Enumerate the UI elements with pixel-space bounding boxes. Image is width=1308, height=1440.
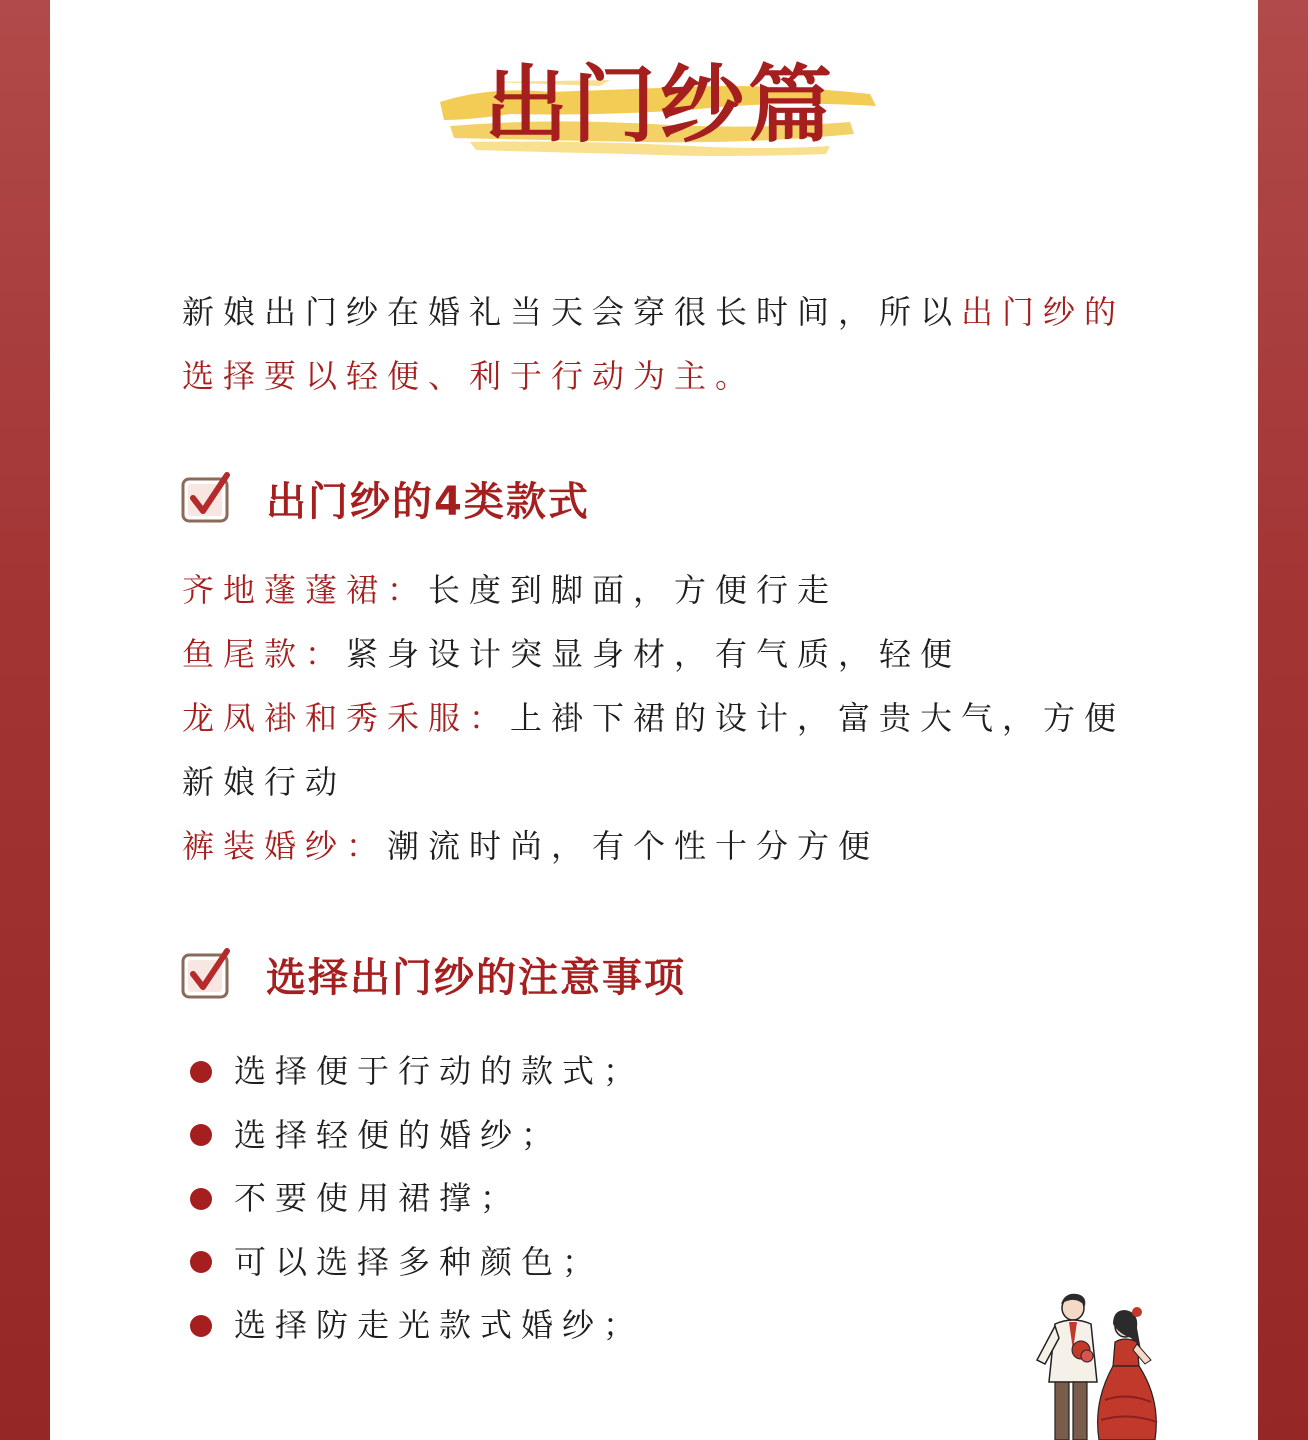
- bullet-dot-icon: [190, 1188, 212, 1210]
- intro-paragraph: [182, 280, 1132, 408]
- section-styles-title: 出门纱的4类款式: [266, 478, 590, 525]
- list-item: [190, 1167, 644, 1231]
- style-desc: 紧身设计突显身材，有气质，轻便: [346, 635, 962, 673]
- list-item: [190, 1040, 644, 1104]
- style-desc: 长度到脚面，方便行走: [428, 571, 839, 609]
- style-desc: 潮流时尚，有个性十分方便: [387, 827, 880, 865]
- section-styles-header: [180, 468, 590, 528]
- style-desc: 上褂下裙的设计，富贵大气，方便新娘行动: [182, 699, 1126, 801]
- bullet-dot-icon: [190, 1061, 212, 1083]
- intro-highlight: 出门纱的选择要以轻便、利于行动为主。: [182, 293, 1126, 395]
- section-notes-header: [180, 944, 686, 1004]
- style-item: [182, 814, 1142, 878]
- note-text: 选择轻便的婚纱；: [234, 1115, 563, 1154]
- list-item: [190, 1294, 644, 1358]
- checkbox-icon: [180, 947, 234, 1001]
- style-item: [182, 558, 1142, 622]
- style-term: 裤装婚纱：: [182, 827, 388, 865]
- left-border: [0, 0, 50, 1440]
- list-item: [190, 1231, 644, 1295]
- checkbox-icon: [180, 471, 234, 525]
- couple-illustration: [1015, 1290, 1165, 1440]
- list-item: [190, 1104, 644, 1168]
- style-term: 齐地蓬蓬裙：: [182, 571, 429, 609]
- bullet-dot-icon: [190, 1315, 212, 1337]
- note-text: 不要使用裙撑；: [234, 1179, 522, 1217]
- note-text: 可以选择多种颜色；: [234, 1242, 604, 1281]
- page-title: 出门纱篇: [483, 55, 836, 154]
- bullet-dot-icon: [190, 1124, 212, 1146]
- section-notes-title: 选择出门纱的注意事项: [266, 954, 686, 1001]
- intro-text: 新娘出门纱在婚礼当天会穿很长时间，所以: [182, 293, 962, 331]
- title-banner: [430, 30, 890, 170]
- content-card: [50, 0, 1258, 1440]
- style-item: [182, 622, 1142, 686]
- right-border: [1258, 0, 1308, 1440]
- styles-list: [182, 558, 1142, 878]
- style-item: [182, 686, 1142, 814]
- style-term: 鱼尾款：: [182, 635, 347, 673]
- style-term: 龙凤褂和秀禾服：: [182, 699, 511, 737]
- note-text: 选择防走光款式婚纱；: [234, 1306, 645, 1344]
- notes-list: [190, 1040, 644, 1358]
- note-text: 选择便于行动的款式；: [234, 1052, 645, 1090]
- bullet-dot-icon: [190, 1251, 212, 1273]
